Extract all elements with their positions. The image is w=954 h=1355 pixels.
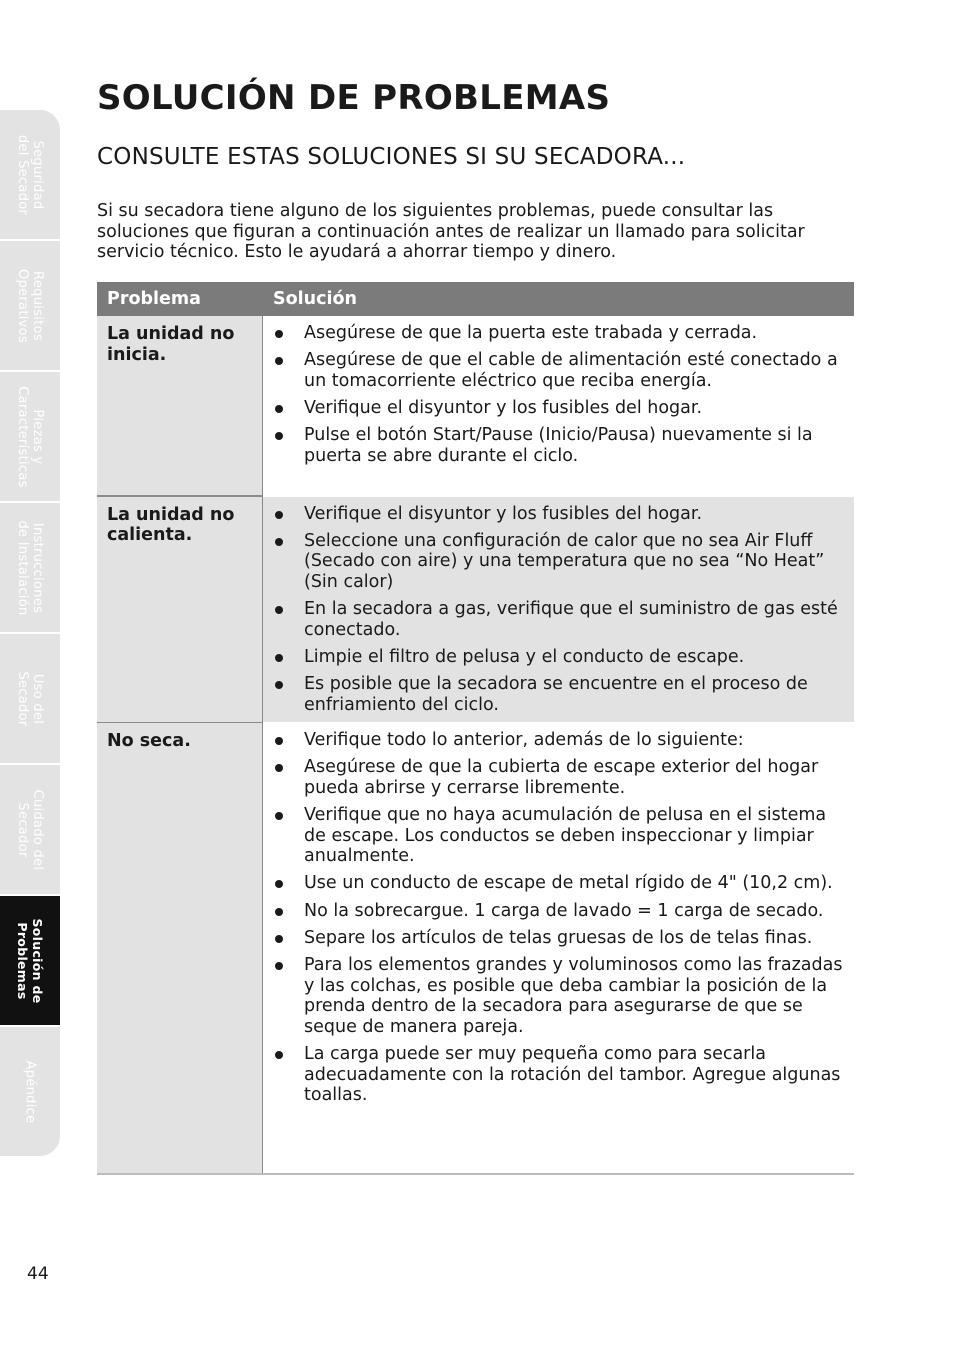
- list-item: Asegúrese de que la puerta este trabada y cerrada.: [263, 323, 846, 344]
- tab-label: Solución de Problemas: [15, 917, 45, 1004]
- list-item: Use un conducto de escape de metal rígido de 4" (10,2 cm).: [263, 873, 846, 894]
- list-item: Es posible que la secadora se encuentre en el proceso de enfriamiento del ciclo.: [263, 674, 846, 715]
- tab-requisitos[interactable]: [0, 241, 60, 370]
- solution-list: [263, 504, 846, 716]
- list-item: Asegúrese de que la cubierta de escape exterior del hogar pueda abrirse y cerrarse libremente.: [263, 757, 846, 798]
- tab-piezas[interactable]: [0, 372, 60, 501]
- tab-label: Apéndice: [22, 1060, 38, 1123]
- table-row: [97, 316, 854, 495]
- solution-cell: [263, 723, 854, 1173]
- list-item: Verifique el disyuntor y los fusibles del hogar.: [263, 504, 846, 525]
- table-row: [97, 497, 854, 722]
- tab-label: Requisitos Operativos: [15, 268, 45, 343]
- tab-solucion-active[interactable]: [0, 896, 60, 1025]
- tab-label: Instrucciones de Instalación: [15, 519, 45, 616]
- tab-seguridad[interactable]: [0, 110, 60, 239]
- list-item: Asegúrese de que el cable de alimentación esté conectado a un tomacorriente eléctrico que reciba energía.: [263, 350, 846, 391]
- tab-label: Uso del Secador: [15, 670, 45, 727]
- tab-cuidado[interactable]: [0, 765, 60, 894]
- list-item: Verifique que no haya acumulación de pelusa en el sistema de escape. Los conductos se deben inspeccionar y limpiar anualmente.: [263, 805, 846, 867]
- solution-list: [263, 323, 846, 466]
- problem-cell: No seca.: [97, 723, 263, 1173]
- intro-paragraph: Si su secadora tiene alguno de los siguientes problemas, puede consultar las soluciones que figuran a continuación antes de realizar un llamado para solicitar servicio técnico. Esto le ayudará a ahorrar tiempo y dinero.: [97, 201, 805, 262]
- header-problem: Problema: [107, 289, 201, 309]
- list-item: No la sobrecargue. 1 carga de lavado = 1 carga de secado.: [263, 901, 846, 922]
- list-item: Verifique todo lo anterior, además de lo siguiente:: [263, 730, 846, 751]
- page-subtitle: CONSULTE ESTAS SOLUCIONES SI SU SECADORA...: [97, 144, 686, 170]
- solution-list: [263, 730, 846, 1106]
- header-solution: Solución: [273, 289, 357, 309]
- list-item: Pulse el botón Start/Pause (Inicio/Pausa) nuevamente si la puerta se abre durante el ciclo.: [263, 425, 846, 466]
- problem-cell: La unidad no inicia.: [97, 316, 263, 495]
- page-number: 44: [27, 1264, 49, 1284]
- tab-label: Seguridad del Secador: [15, 134, 45, 215]
- table-bottom-rule: [97, 1173, 854, 1175]
- tab-uso[interactable]: [0, 634, 60, 763]
- list-item: Limpie el filtro de pelusa y el conducto de escape.: [263, 647, 846, 668]
- list-item: La carga puede ser muy pequeña como para secarla adecuadamente con la rotación del tambor. Agregue algunas toallas.: [263, 1044, 846, 1106]
- list-item: Verifique el disyuntor y los fusibles del hogar.: [263, 398, 846, 419]
- tab-label: Cuidado del Secador: [15, 789, 45, 870]
- list-item: Seleccione una configuración de calor que no sea Air Fluff (Secado con aire) y una temperatura que no sea “No Heat” (Sin calor): [263, 531, 846, 593]
- solution-cell: [263, 497, 854, 722]
- tab-label: Piezas y Características: [15, 385, 45, 488]
- section-tabs: [0, 110, 60, 1158]
- solution-cell: [263, 316, 854, 495]
- troubleshooting-table: [97, 282, 854, 1175]
- list-item: Separe los artículos de telas gruesas de los de telas finas.: [263, 928, 846, 949]
- table-row: [97, 723, 854, 1173]
- table-header: [97, 282, 854, 316]
- tab-instrucciones[interactable]: [0, 503, 60, 632]
- problem-cell: La unidad no calienta.: [97, 497, 263, 722]
- page-title: SOLUCIÓN DE PROBLEMAS: [97, 78, 611, 118]
- tab-apendice[interactable]: [0, 1027, 60, 1156]
- list-item: Para los elementos grandes y voluminosos como las frazadas y las colchas, es posible que deba cambiar la posición de la prenda dentro de la secadora para asegurarse de que se seque de manera pareja.: [263, 955, 846, 1037]
- list-item: En la secadora a gas, verifique que el suministro de gas esté conectado.: [263, 599, 846, 640]
